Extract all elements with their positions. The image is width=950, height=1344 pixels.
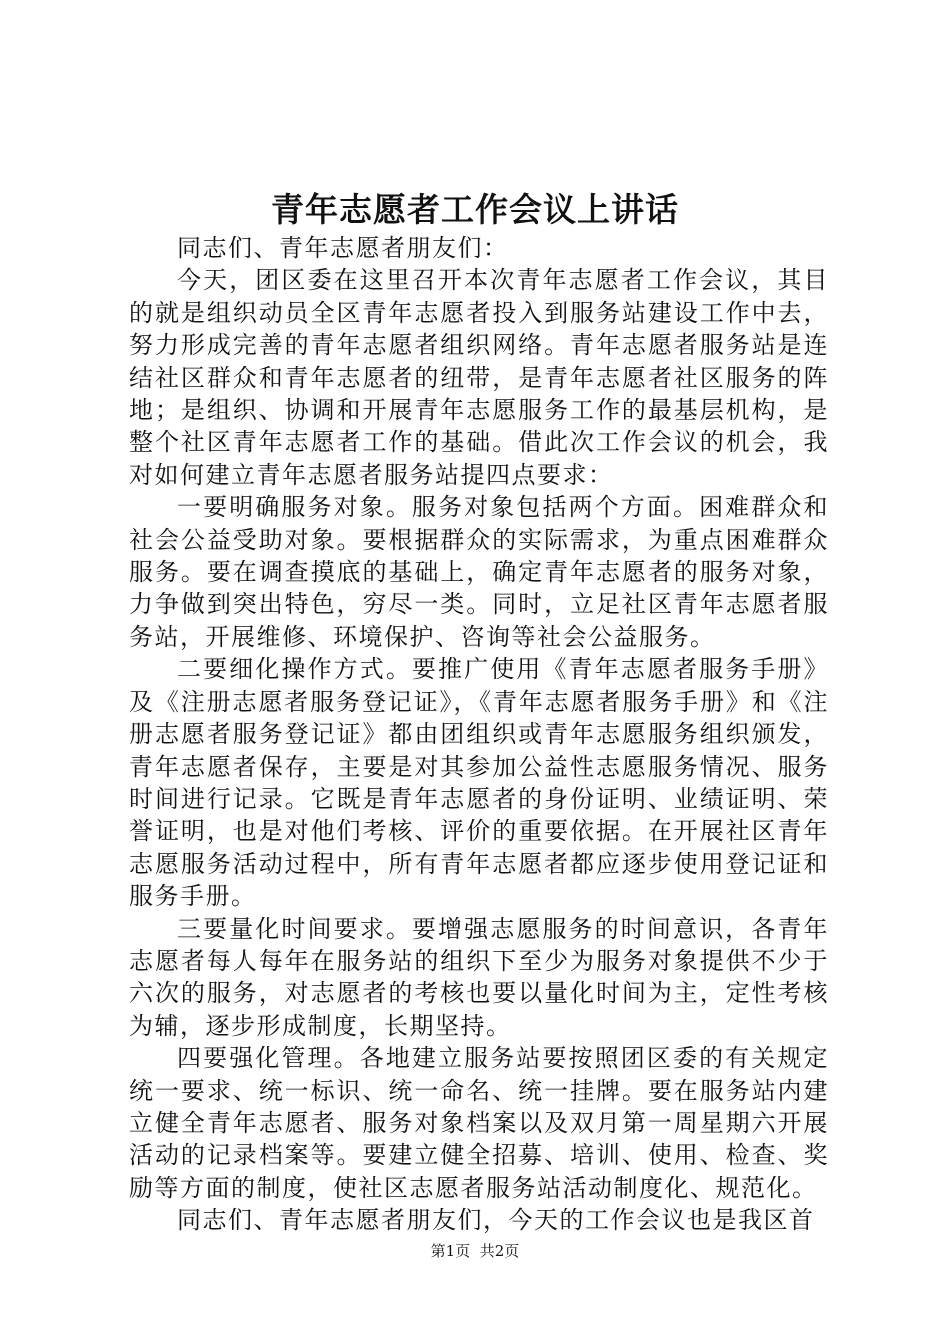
page-number-current: 第1页 — [430, 1242, 471, 1260]
closing-paragraph: 同志们、青年志愿者朋友们，今天的工作会议也是我区首 — [177, 1206, 815, 1235]
requirement-two-paragraph: 二要细化操作方式。要推广使用《青年志愿者服务手册》及《注册志愿者服务登记证》，《青年志愿者服务手册》和《注册志愿者服务登记证》都由团组织或青年志愿服务组织颁发，青年志愿者保存，主要是对其参加公益性志愿服务情况、服务时间进行记录。它既是青年志愿者的身份证明、业绩证明、荣誉证明，也是对他们考核、评价的重要依据。在开展社区青年志愿服务活动过程中，所有青年志愿者都应逐步使用登记证和服务手册。 — [129, 655, 829, 911]
document-body — [129, 232, 829, 1237]
salutation-paragraph: 同志们、青年志愿者朋友们： — [177, 234, 509, 262]
requirement-four-paragraph: 四要强化管理。各地建立服务站要按照团区委的有关规定统一要求、统一标识、统一命名、统一挂牌。要在服务站内建立健全青年志愿者、服务对象档案以及双月第一周星期六开展活动的记录档案等。要建立健全招募、培训、使用、检查、奖励等方面的制度，使社区志愿者服务站活动制度化、规范化。 — [129, 1044, 829, 1202]
requirement-one-paragraph: 一要明确服务对象。服务对象包括两个方面。困难群众和社会公益受助对象。要根据群众的实际需求，为重点困难群众服务。要在调查摸底的基础上，确定青年志愿者的服务对象，力争做到突出特色，穷尽一类。同时，立足社区青年志愿者服务站，开展维修、环境保护、咨询等社会公益服务。 — [129, 493, 829, 651]
page-footer — [0, 1240, 950, 1262]
page-number-total: 共2页 — [479, 1242, 520, 1260]
document-title: 青年志愿者工作会议上讲话 — [271, 190, 679, 229]
intro-paragraph: 今天，团区委在这里召开本次青年志愿者工作会议，其目的就是组织动员全区青年志愿者投入到服务站建设工作中去，努力形成完善的青年志愿者组织网络。青年志愿者服务站是连结社区群众和青年志愿者的纽带，是青年志愿者社区服务的阵地；是组织、协调和开展青年志愿服务工作的最基层机构，是整个社区青年志愿者工作的基础。借此次工作会议的机会，我对如何建立青年志愿者服务站提四点要求： — [129, 266, 829, 489]
requirement-three-paragraph: 三要量化时间要求。要增强志愿服务的时间意识，各青年志愿者每人每年在服务站的组织下至少为服务对象提供不少于六次的服务，对志愿者的考核也要以量化时间为主，定性考核为辅，逐步形成制度，长期坚持。 — [129, 914, 829, 1040]
